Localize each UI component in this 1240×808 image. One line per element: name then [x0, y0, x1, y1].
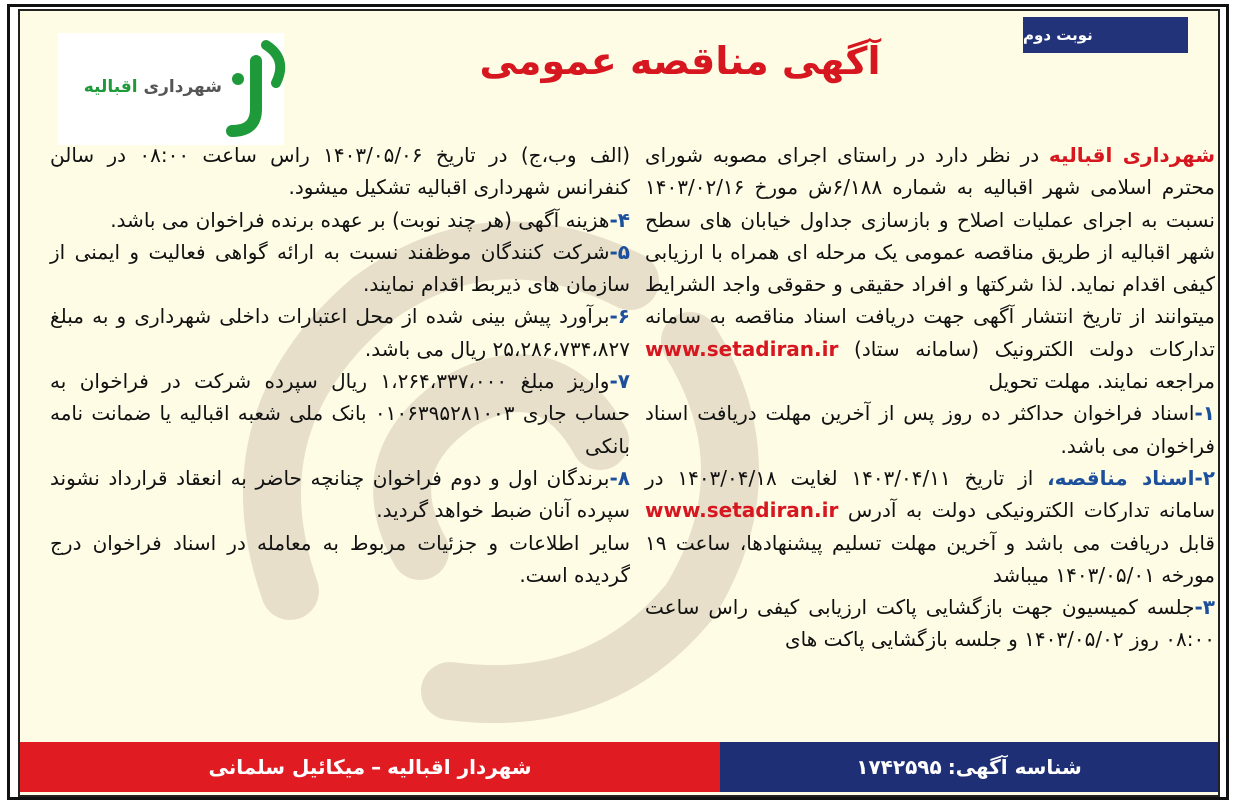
footer-bar	[20, 742, 1218, 792]
item-7	[50, 365, 630, 462]
logo-name: اقبالیه	[83, 77, 138, 97]
item-2-text-a: از تاریخ ۱۴۰۳/۰۴/۱۱ لغایت ۱۴۰۳/۰۴/۱۸ در سامانه تدارکات الکترونیکی دولت به آدرس	[645, 465, 1216, 523]
mayor-title: شهردار اقبالیه	[387, 755, 532, 779]
intro-paragraph	[645, 139, 1215, 397]
logo-text	[72, 77, 222, 97]
item-7-text: واریز مبلغ ۱،۲۶۴،۳۳۷،۰۰۰ ریال سپرده شرکت در فراخوان به حساب جاری ۰۱۰۶۳۹۵۲۸۱۰۰۳ بانک ملی شعبه اقبالیه یا ضمانت نامه بانکی	[50, 369, 630, 458]
item-1-number: ۱-	[1194, 401, 1215, 426]
insertion-badge: نوبت دوم	[1023, 17, 1188, 53]
page-title: آگهی مناقصه عمومی	[479, 39, 881, 83]
item-8-text: برندگان اول و دوم فراخوان چنانچه حاضر به انعقاد قرارداد نشوند سپرده آنان ضبط خواهد گردید.	[50, 465, 630, 523]
notice-panel	[18, 9, 1220, 797]
item-5-number: ۵-	[609, 239, 630, 264]
logo-mark-icon	[218, 39, 298, 139]
item-3	[645, 591, 1215, 656]
mayor-name: میکائیل سلمانی	[208, 755, 366, 779]
item-2	[645, 462, 1215, 591]
item-1	[645, 397, 1215, 462]
logo-prefix: شهرداری	[137, 77, 222, 97]
footer-separator: –	[371, 755, 382, 779]
municipality-logo	[58, 33, 284, 145]
item-8-number: ۸-	[609, 465, 630, 490]
item-4-text: هزینه آگهی (هر چند نوبت) بر عهده برنده فراخوان می باشد.	[110, 207, 610, 232]
intro-text: در نظر دارد در راستای اجرای مصوبه شورای محترم اسلامی شهر اقبالیه به شماره ۶/۱۸۸ش مورخ ۱۴۰۳/۰۲/۱۶ نسبت به اجرای عملیات اصلاح و بازسازی جداول خیابان های سطح شهر اقبالیه از طریق مناقصه عمومی یک مرحله ای همراه با ارزیابی کیفی اقدام نماید. لذا شرکتها و افراد حقیقی و حقوقی واجد الشرایط میتوانند از تاریخ انتشار آگهی جهت دریافت اسناد مناقصه به سامانه تدارکات دولت الکترونیک (سامانه ستاد)	[645, 143, 1215, 361]
item-1-text: اسناد فراخوان حداکثر ده روز پس از آخرین مهلت دریافت اسناد فراخوان می باشد.	[645, 401, 1215, 458]
item-5-text: شرکت کنندگان موظفند نسبت به ارائه گواهی فعالیت و ایمنی از سازمان های ذیربط اقدام نمایند.	[50, 239, 630, 297]
item-2-number: ۲-	[1194, 465, 1216, 490]
item-5	[50, 236, 630, 301]
item-3-text: جلسه کمیسیون جهت بازگشایی پاکت ارزیابی کیفی راس ساعت ۰۸:۰۰ روز ۱۴۰۳/۰۵/۰۲ و جلسه بازگشایی پاکت های	[645, 595, 1215, 652]
ad-id-label: شناسه آگهی:	[947, 755, 1082, 779]
item-2-website[interactable]: www.setadiran.ir	[645, 498, 839, 523]
website-link[interactable]: www.setadiran.ir	[645, 336, 839, 361]
right-column	[645, 139, 1215, 656]
footer-ad-id	[720, 742, 1218, 792]
item-4-number: ۴-	[609, 207, 630, 232]
item-6	[50, 300, 630, 365]
item-6-text: برآورد پیش بینی شده از محل اعتبارات داخلی شهرداری و به مبلغ ۲۵،۲۸۶،۷۳۴،۸۲۷ ریال می باشد.	[50, 304, 630, 361]
item-4	[50, 204, 630, 236]
item-8	[50, 462, 630, 527]
continuation-paragraph: (الف وب،ج) در تاریخ ۱۴۰۳/۰۵/۰۶ راس ساعت ۰۸:۰۰ در سالن کنفرانس شهرداری اقبالیه تشکیل میشود.	[50, 143, 631, 200]
item-2-text-b: قابل دریافت می باشد و آخرین مهلت تسلیم پیشنهادها، ساعت ۱۹ مورخه ۱۴۰۳/۰۵/۰۱ میباشد	[645, 530, 1215, 587]
item-7-number: ۷-	[609, 369, 630, 394]
org-name: شهرداری اقبالیه	[1048, 143, 1216, 167]
intro-end: مراجعه نمایند. مهلت تحویل	[988, 369, 1215, 394]
left-column	[50, 139, 630, 591]
item-2-label: اسناد مناقصه،	[1047, 465, 1195, 490]
footer-signature	[20, 742, 720, 792]
closing-paragraph: سایر اطلاعات و جزئیات مربوط به معامله در اسناد فراخوان درج گردیده است.	[50, 530, 630, 587]
ad-id-value: ۱۷۴۲۵۹۵	[856, 755, 942, 779]
item-6-number: ۶-	[609, 304, 630, 329]
item-3-number: ۳-	[1194, 595, 1215, 620]
